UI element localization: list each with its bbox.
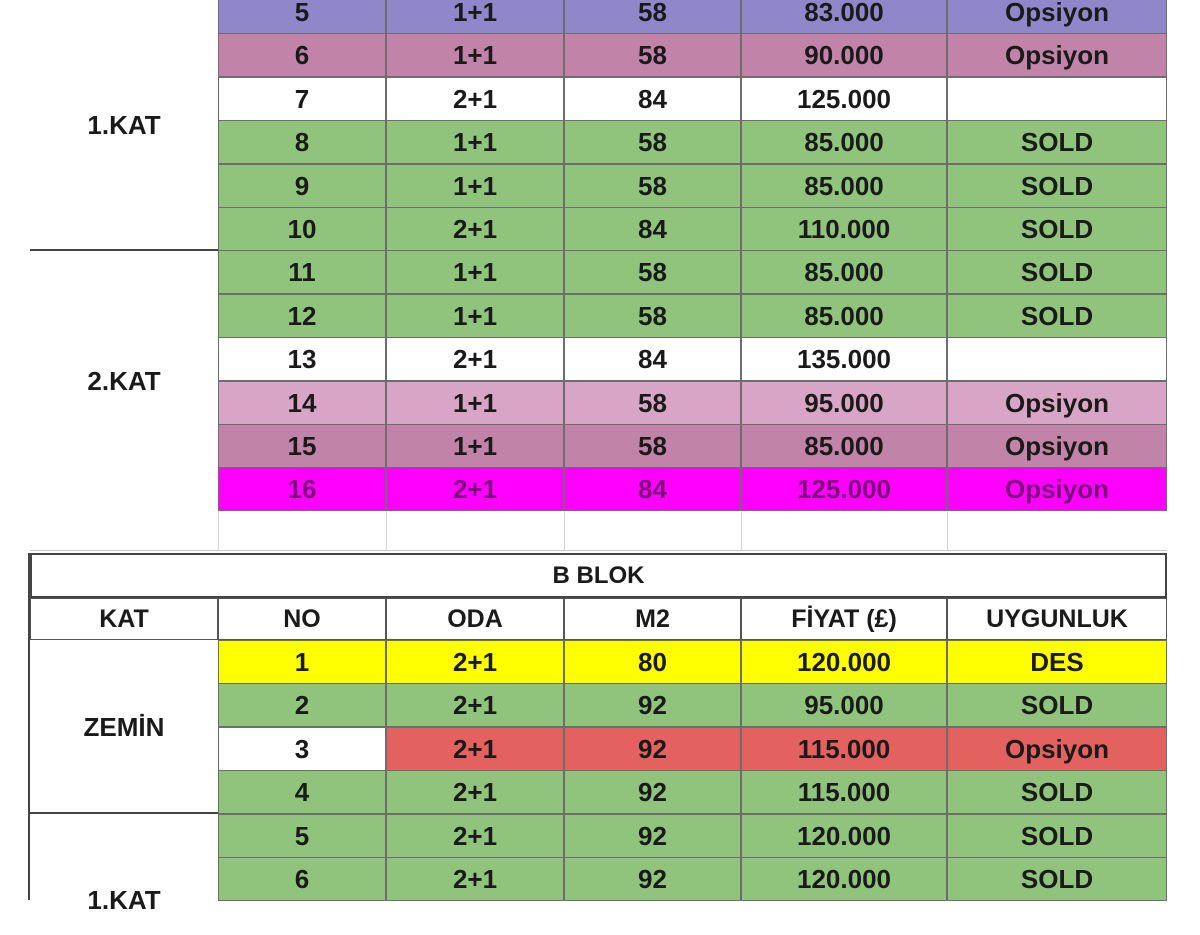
block-a-unit-m2-cell: 84 bbox=[564, 77, 741, 121]
block-a-unit-no-cell: 13 bbox=[218, 337, 386, 381]
block-b-unit-uygunluk-cell: SOLD bbox=[947, 814, 1167, 858]
table-left-border bbox=[28, 553, 30, 900]
spacer-col-line bbox=[947, 511, 948, 550]
block-a-unit-no-cell: 14 bbox=[218, 381, 386, 425]
header-fiyat: FİYAT (£) bbox=[741, 598, 947, 640]
block-b-unit-uygunluk-cell: SOLD bbox=[947, 770, 1167, 814]
block-a-unit-no-cell: 8 bbox=[218, 120, 386, 164]
block-a-unit-no-cell: 10 bbox=[218, 207, 386, 251]
block-a-unit-uygunluk-cell: SOLD bbox=[947, 164, 1167, 208]
floor-label-zemin: ZEMİN bbox=[30, 641, 218, 813]
block-a-unit-m2-cell: 58 bbox=[564, 164, 741, 208]
spacer-col-line bbox=[386, 511, 387, 550]
block-a-unit-oda-cell: 2+1 bbox=[386, 207, 564, 251]
floor-divider bbox=[30, 249, 218, 251]
block-b-unit-fiyat-cell: 120.000 bbox=[741, 814, 947, 858]
block-a-unit-m2-cell: 58 bbox=[564, 250, 741, 294]
block-a-unit-uygunluk-cell: SOLD bbox=[947, 294, 1167, 338]
block-b-unit-m2-cell: 92 bbox=[564, 857, 741, 901]
block-a-unit-fiyat-cell: 85.000 bbox=[741, 120, 947, 164]
block-a-unit-uygunluk-cell: Opsiyon bbox=[947, 467, 1167, 511]
spacer-col-line bbox=[741, 511, 742, 550]
block-a-unit-oda-cell: 1+1 bbox=[386, 250, 564, 294]
block-a-unit-m2-cell: 84 bbox=[564, 207, 741, 251]
block-b-title: B BLOK bbox=[30, 553, 1167, 598]
block-a-unit-no-cell: 9 bbox=[218, 164, 386, 208]
block-b-unit-no-cell: 6 bbox=[218, 857, 386, 901]
block-a-unit-fiyat-cell: 125.000 bbox=[741, 77, 947, 121]
block-b-unit-oda-cell: 2+1 bbox=[386, 814, 564, 858]
block-a-unit-uygunluk-cell: Opsiyon bbox=[947, 33, 1167, 77]
block-b-unit-m2-cell: 92 bbox=[564, 770, 741, 814]
block-a-unit-fiyat-cell: 85.000 bbox=[741, 250, 947, 294]
block-b-unit-oda-cell: 2+1 bbox=[386, 683, 564, 727]
block-a-unit-oda-cell: 2+1 bbox=[386, 77, 564, 121]
block-a-unit-m2-cell: 58 bbox=[564, 0, 741, 34]
block-a-unit-uygunluk-cell: Opsiyon bbox=[947, 0, 1167, 34]
floor-label-1-kat: 1.KAT bbox=[30, 0, 218, 250]
block-a-unit-fiyat-cell: 95.000 bbox=[741, 381, 947, 425]
floor-divider bbox=[30, 812, 218, 814]
block-a-unit-m2-cell: 84 bbox=[564, 337, 741, 381]
header-oda: ODA bbox=[386, 598, 564, 640]
block-b-unit-m2-cell: 80 bbox=[564, 640, 741, 684]
block-b-unit-fiyat-cell: 115.000 bbox=[741, 770, 947, 814]
block-b-unit-no-cell: 3 bbox=[218, 727, 386, 771]
header-uygunluk: UYGUNLUK bbox=[947, 598, 1167, 640]
block-a-unit-m2-cell: 58 bbox=[564, 120, 741, 164]
block-a-unit-fiyat-cell: 125.000 bbox=[741, 467, 947, 511]
block-a-unit-m2-cell: 58 bbox=[564, 294, 741, 338]
block-a-unit-no-cell: 7 bbox=[218, 77, 386, 121]
block-a-unit-oda-cell: 1+1 bbox=[386, 164, 564, 208]
block-b-unit-fiyat-cell: 115.000 bbox=[741, 727, 947, 771]
header-no: NO bbox=[218, 598, 386, 640]
block-a-unit-no-cell: 12 bbox=[218, 294, 386, 338]
block-b-unit-m2-cell: 92 bbox=[564, 814, 741, 858]
block-b-unit-oda-cell: 2+1 bbox=[386, 727, 564, 771]
floor-label-b-1-kat: 1.KAT bbox=[30, 855, 218, 935]
block-a-unit-oda-cell: 1+1 bbox=[386, 120, 564, 164]
block-a-unit-oda-cell: 2+1 bbox=[386, 337, 564, 381]
block-a-unit-oda-cell: 1+1 bbox=[386, 294, 564, 338]
block-a-unit-fiyat-cell: 85.000 bbox=[741, 294, 947, 338]
block-b-unit-m2-cell: 92 bbox=[564, 727, 741, 771]
block-a-unit-uygunluk-cell: SOLD bbox=[947, 250, 1167, 294]
block-a-unit-fiyat-cell: 135.000 bbox=[741, 337, 947, 381]
block-a-unit-fiyat-cell: 83.000 bbox=[741, 0, 947, 34]
block-a-unit-oda-cell: 1+1 bbox=[386, 33, 564, 77]
block-b-unit-no-cell: 2 bbox=[218, 683, 386, 727]
spacer-row-line bbox=[30, 550, 1167, 551]
block-b-unit-oda-cell: 2+1 bbox=[386, 770, 564, 814]
block-a-unit-m2-cell: 58 bbox=[564, 33, 741, 77]
header-kat: KAT bbox=[30, 598, 218, 640]
block-b-unit-no-cell: 1 bbox=[218, 640, 386, 684]
block-a-unit-m2-cell: 84 bbox=[564, 467, 741, 511]
spacer-col-line bbox=[564, 511, 565, 550]
spacer-col-line bbox=[218, 511, 219, 550]
block-a-unit-no-cell: 15 bbox=[218, 424, 386, 468]
block-b-unit-no-cell: 4 bbox=[218, 770, 386, 814]
header-m2: M2 bbox=[564, 598, 741, 640]
block-b-unit-oda-cell: 2+1 bbox=[386, 640, 564, 684]
block-b-unit-uygunluk-cell: Opsiyon bbox=[947, 727, 1167, 771]
block-a-unit-uygunluk-cell bbox=[947, 337, 1167, 381]
block-b-unit-fiyat-cell: 120.000 bbox=[741, 857, 947, 901]
block-a-unit-uygunluk-cell: SOLD bbox=[947, 207, 1167, 251]
block-a-unit-no-cell: 16 bbox=[218, 467, 386, 511]
block-b-unit-fiyat-cell: 120.000 bbox=[741, 640, 947, 684]
block-a-unit-no-cell: 5 bbox=[218, 0, 386, 34]
block-a-unit-fiyat-cell: 90.000 bbox=[741, 33, 947, 77]
block-a-unit-fiyat-cell: 85.000 bbox=[741, 164, 947, 208]
block-a-unit-uygunluk-cell: SOLD bbox=[947, 120, 1167, 164]
block-b-unit-no-cell: 5 bbox=[218, 814, 386, 858]
block-b-unit-uygunluk-cell: SOLD bbox=[947, 683, 1167, 727]
block-a-unit-uygunluk-cell: Opsiyon bbox=[947, 381, 1167, 425]
block-b-unit-uygunluk-cell: DES bbox=[947, 640, 1167, 684]
block-a-unit-m2-cell: 58 bbox=[564, 424, 741, 468]
block-b-unit-m2-cell: 92 bbox=[564, 683, 741, 727]
block-a-unit-m2-cell: 58 bbox=[564, 381, 741, 425]
block-b-unit-oda-cell: 2+1 bbox=[386, 857, 564, 901]
block-a-unit-fiyat-cell: 110.000 bbox=[741, 207, 947, 251]
block-a-unit-no-cell: 11 bbox=[218, 250, 386, 294]
block-a-unit-oda-cell: 1+1 bbox=[386, 381, 564, 425]
block-a-unit-oda-cell: 2+1 bbox=[386, 467, 564, 511]
block-a-unit-fiyat-cell: 85.000 bbox=[741, 424, 947, 468]
block-b-unit-fiyat-cell: 95.000 bbox=[741, 683, 947, 727]
block-a-unit-uygunluk-cell: Opsiyon bbox=[947, 424, 1167, 468]
block-b-unit-uygunluk-cell: SOLD bbox=[947, 857, 1167, 901]
floor-label-2-kat: 2.KAT bbox=[30, 251, 218, 511]
block-a-unit-no-cell: 6 bbox=[218, 33, 386, 77]
block-a-unit-oda-cell: 1+1 bbox=[386, 0, 564, 34]
block-a-unit-uygunluk-cell bbox=[947, 77, 1167, 121]
block-a-unit-oda-cell: 1+1 bbox=[386, 424, 564, 468]
